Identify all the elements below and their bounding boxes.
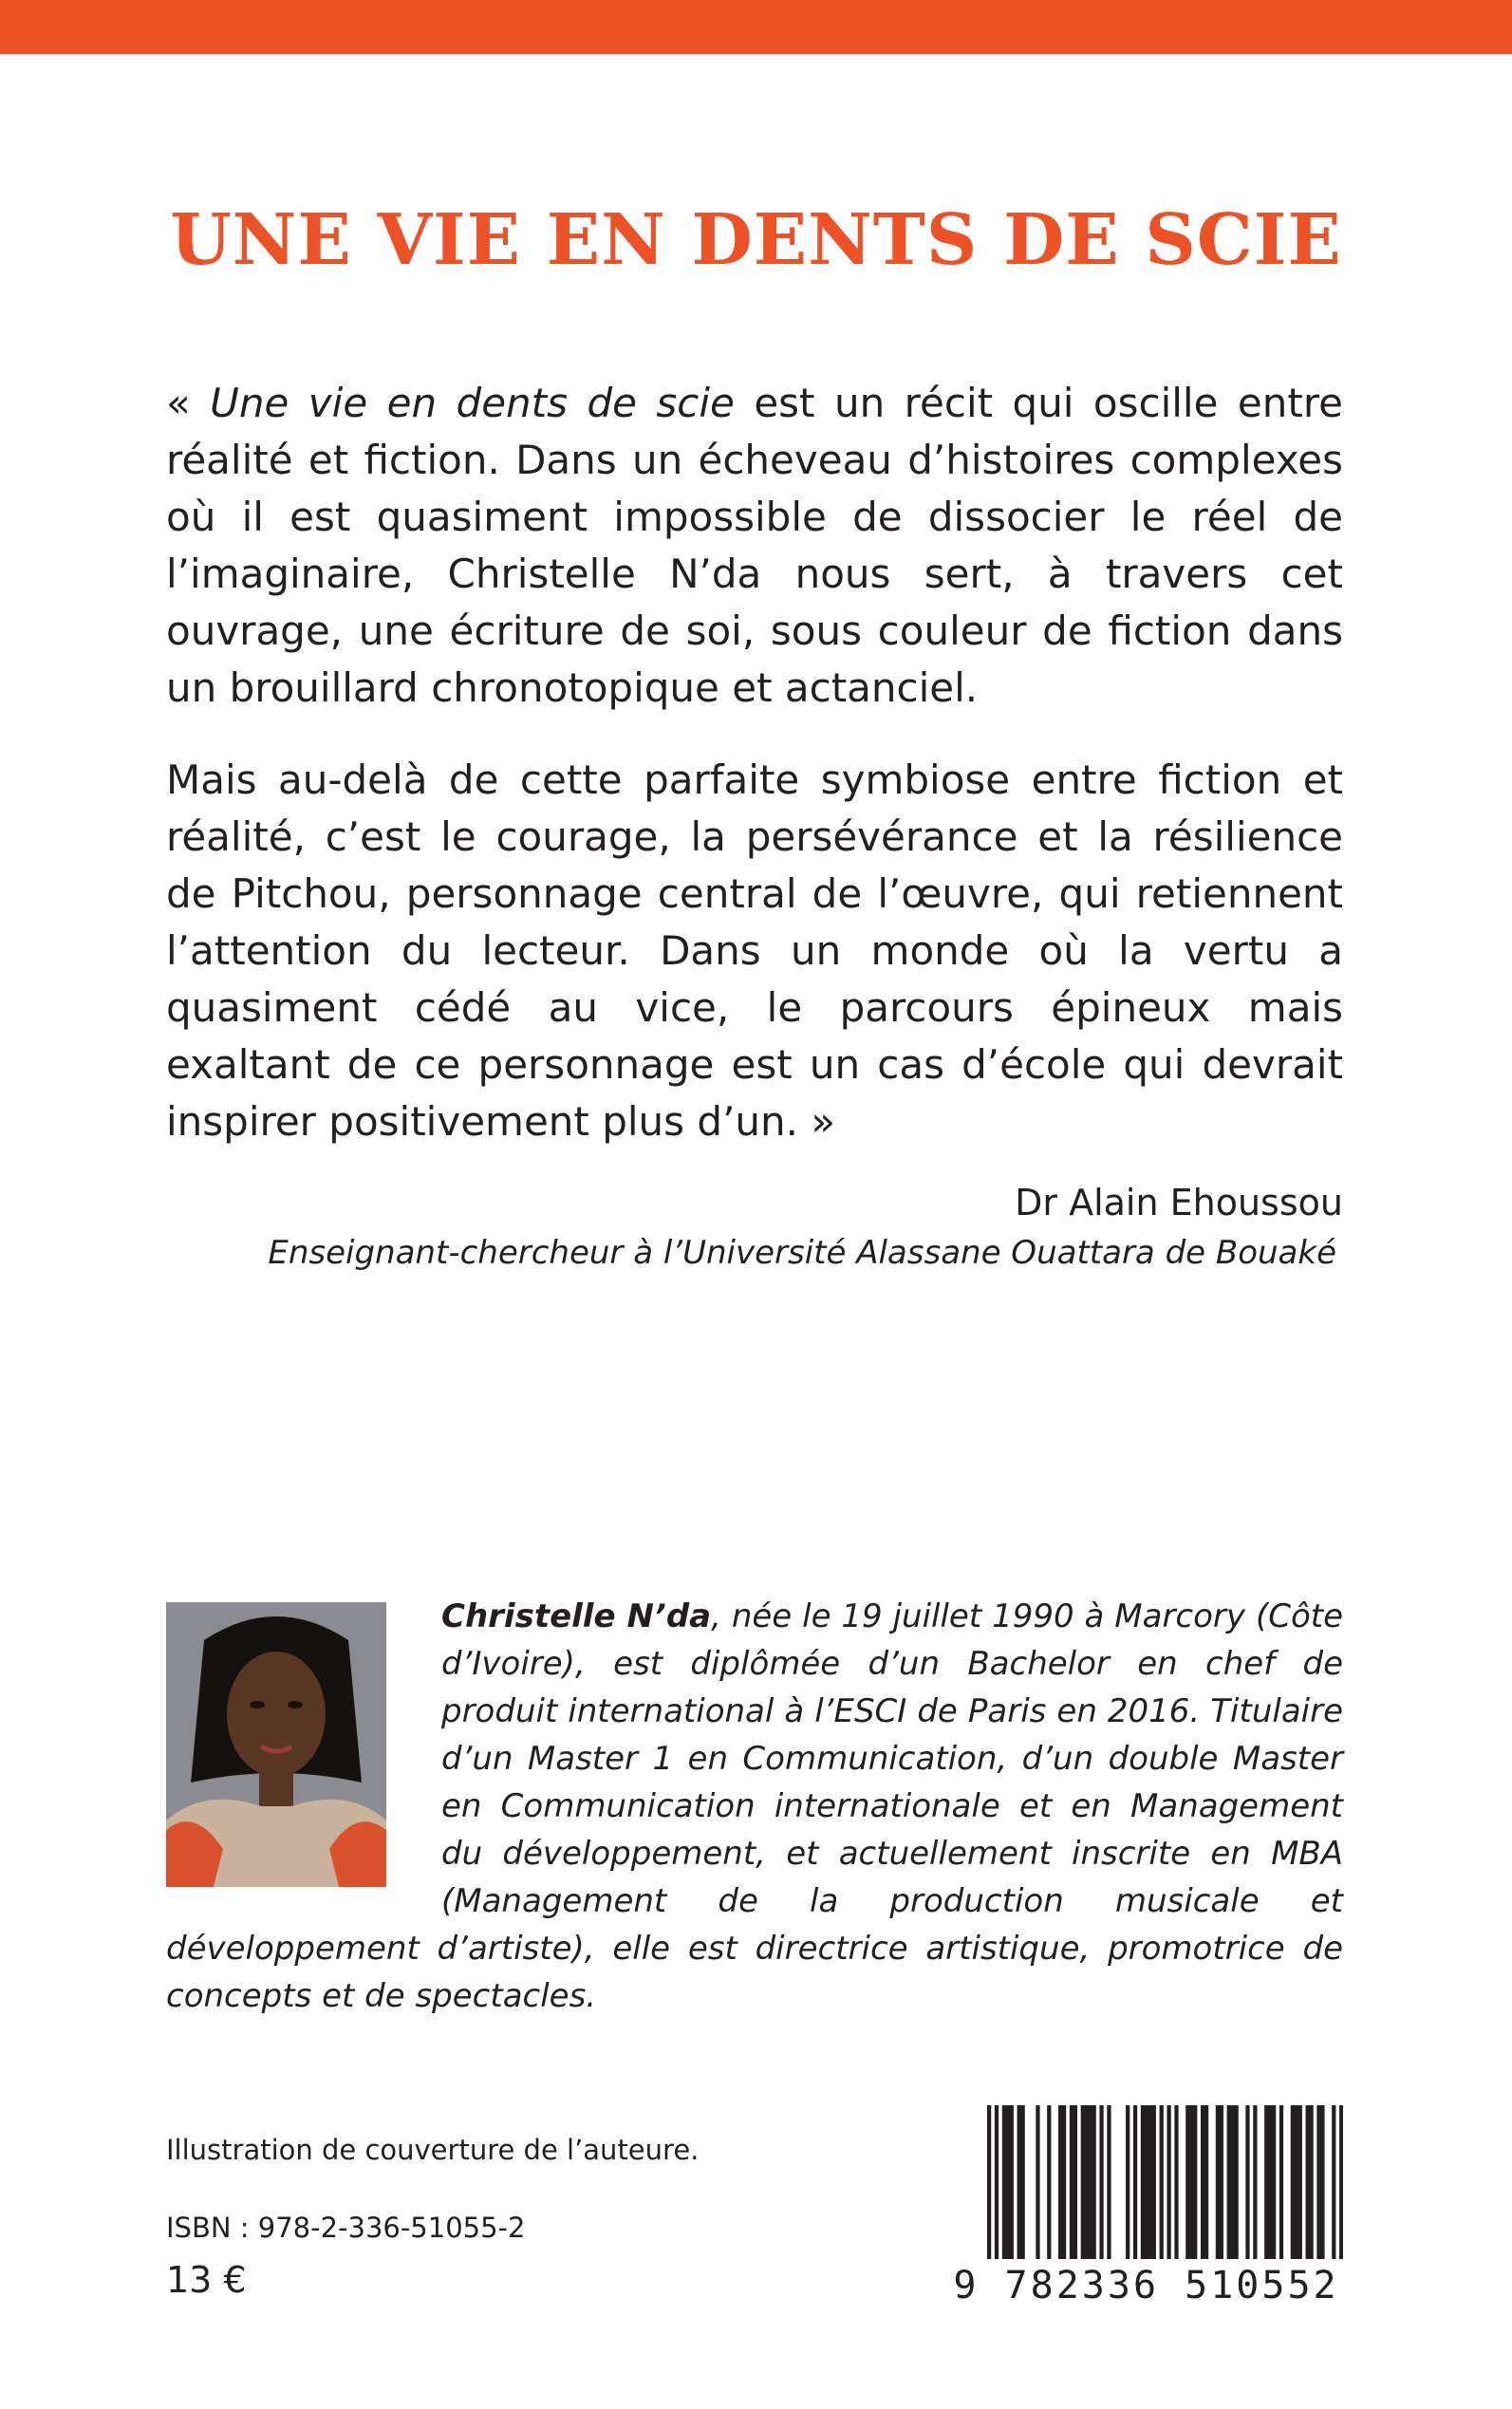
barcode-bar	[1298, 2105, 1302, 2259]
barcode-bar	[1272, 2105, 1276, 2259]
blurb-paragraph-2: Mais au-delà de cette parfaite symbiose entre fiction et réalité, c’est le courage, la persévérance et la résilience de Pitchou, personnage central de l’œuvre, qui retiennent l’attention du lecteur. Dans un monde où la vertu a quasiment cédé au vice, le parcours épineux mais exaltant de ce personnage est un cas d’école qui devrait inspirer positivement plus d’un. »	[166, 756, 1343, 1145]
barcode-bar	[1231, 2105, 1235, 2259]
barcode-bar	[1062, 2105, 1066, 2259]
cover-illustration-credit: Illustration de couverture de l’auteure.	[166, 2134, 700, 2166]
barcode-bar	[1036, 2105, 1039, 2259]
barcode-bar	[1070, 2105, 1073, 2259]
blurb-paragraph-1-text: est un récit qui oscille entre réalité et fiction. Dans un écheveau d’histoires complexes où il est quasiment impossible de dissocier le réel de l’imaginaire, Christelle N’da nous sert, à travers cet ouvrage, une écriture de soi, sous couleur de fiction dans un brouillard chronotopique et actanciel.	[166, 380, 1344, 711]
barcode-bar	[1017, 2105, 1021, 2259]
barcode-bar	[1002, 2105, 1006, 2259]
author-bio-text: , née le 19 juillet 1990 à Marcory (Côte d’Ivoire), est diplômée d’un Bachelor en chef de produit international à l’ESCI de Paris en 2016. Titulaire d’un Master 1 en Communication, d’un double Master en Communication internationale et en Management du développement, et actuellement inscrite en MBA (Management de la production musicale et développement d’artiste), elle est directrice artistique, promotrice de concepts et de spectacles.	[166, 1597, 1343, 2015]
price: 13 €	[166, 2259, 247, 2301]
barcode-bar	[1227, 2105, 1231, 2259]
barcode-bar	[1189, 2105, 1193, 2259]
barcode-bar	[1141, 2105, 1145, 2259]
barcode-bar	[1185, 2105, 1189, 2259]
barcode-bar	[1295, 2105, 1298, 2259]
barcode-bar	[1021, 2105, 1025, 2259]
barcode-bar	[1145, 2105, 1148, 2259]
barcode-bar	[1264, 2105, 1268, 2259]
isbn: ISBN : 978-2-336-51055-2	[166, 2212, 526, 2244]
barcode-bar	[1253, 2105, 1257, 2259]
barcode-bar	[1010, 2105, 1014, 2259]
top-color-band	[0, 0, 1512, 54]
barcode-bar	[1174, 2105, 1178, 2259]
signature-name: Dr Alain Ehoussou	[1015, 1182, 1343, 1223]
barcode-bar	[1216, 2105, 1220, 2259]
barcode-bar	[1201, 2105, 1204, 2259]
blurb-paragraph-1	[166, 375, 1343, 717]
quote-open: «	[166, 380, 211, 426]
barcode-bar	[1245, 2105, 1249, 2259]
barcode-bar	[1309, 2105, 1313, 2259]
barcode-bar	[1204, 2105, 1208, 2259]
barcode-bar	[1107, 2105, 1111, 2259]
barcode-bar	[1320, 2105, 1324, 2259]
barcode-bar	[1073, 2105, 1077, 2259]
barcode-bar	[1089, 2105, 1092, 2259]
barcode-bar	[1306, 2105, 1310, 2259]
barcode-bar	[1085, 2105, 1089, 2259]
barcode-bar	[1279, 2105, 1283, 2259]
barcode-bar	[1126, 2105, 1129, 2259]
barcode-bar	[1291, 2105, 1295, 2259]
author-photo	[166, 1602, 386, 1887]
barcode-bar	[1092, 2105, 1096, 2259]
barcode-bar	[1268, 2105, 1272, 2259]
book-title: UNE VIE EN DENTS DE SCIE	[170, 199, 1342, 281]
barcode-bar	[1099, 2105, 1103, 2259]
barcode-bar	[1133, 2105, 1137, 2259]
barcode-bar	[1152, 2105, 1156, 2259]
signature-role: Enseignant-chercheur à l’Université Alassane Ouattara de Bouaké	[268, 1234, 1336, 1272]
barcode-bar	[1193, 2105, 1197, 2259]
barcode-bar	[1316, 2105, 1320, 2259]
barcode-bar	[1081, 2105, 1085, 2259]
barcode-bar	[1148, 2105, 1152, 2259]
barcode-bar	[1220, 2105, 1223, 2259]
barcode-bar	[1058, 2105, 1062, 2259]
barcode-bar	[1047, 2105, 1051, 2259]
barcode-bar	[1235, 2105, 1239, 2259]
back-cover-blurb	[166, 375, 1343, 1150]
barcode-digits: 9 782336 510552	[949, 2259, 1343, 2312]
blurb-title-italic: Une vie en dents de scie	[210, 380, 735, 426]
author-name: Christelle N’da	[441, 1597, 712, 1635]
barcode-bar	[1006, 2105, 1010, 2259]
